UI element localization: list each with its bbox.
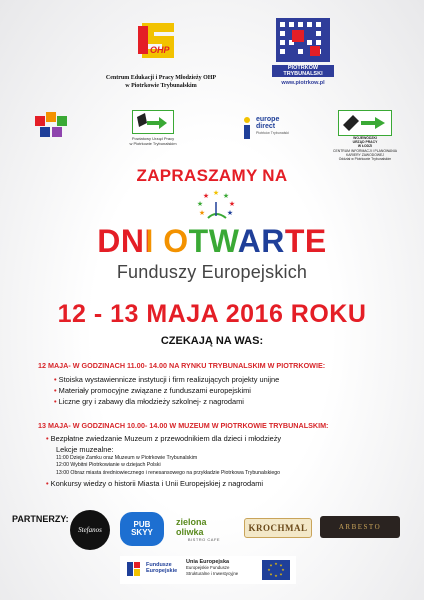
bullet-icon: • (46, 434, 51, 443)
partner-stefanos-text: Stefanos (78, 526, 102, 534)
pup-caption (122, 136, 184, 146)
ohp-caption-line1: Centrum Edukacji i Pracy Młodzieży OHP (105, 75, 217, 81)
wup-line2: URZĄD PRACY (352, 140, 378, 145)
europe-direct-line2: direct (256, 123, 276, 130)
piotrkow-logo (272, 16, 334, 90)
lesson-item: 12:00 Wybitni Piotrkowianie w dziejach Polski (56, 462, 161, 469)
europe-direct-text (256, 116, 306, 137)
svg-text:★: ★ (279, 572, 283, 577)
event-title-text: DNI OTWARTE (97, 223, 327, 259)
stars-wreath-icon (196, 188, 236, 226)
svg-text:★: ★ (198, 209, 206, 217)
europe-direct-line1: europe (256, 116, 280, 123)
svg-text:★: ★ (222, 192, 230, 200)
partner-arbesto-logo (320, 516, 400, 538)
piotrkow-line1: PIOTRKÓW (287, 65, 319, 71)
partners-label: PARTNERZY: (12, 514, 69, 524)
piotrkow-url: www.piotrkow.pl (281, 80, 325, 86)
bullet-icon: • (46, 479, 51, 489)
fe-line1: Fundusze (146, 562, 172, 568)
section1-item-text: Materiały promocyjne związane z funduszami europejskimi (58, 386, 251, 395)
svg-text:★: ★ (202, 192, 210, 200)
pup-line1: Powiatowy Urząd Pracy (131, 136, 175, 141)
partner-arbesto-text: ARBESTO (338, 523, 382, 531)
svg-text:★: ★ (269, 563, 273, 568)
europe-direct-logo (240, 114, 304, 144)
event-subtitle: Funduszy Europejskich (116, 262, 308, 282)
partner-krochmal-text: KROCHMAL (248, 523, 308, 533)
pup-logo (128, 110, 178, 150)
svg-text:★: ★ (274, 574, 278, 578)
partner-oliwka-text: zielona oliwka (176, 516, 207, 537)
bullet-icon: • (54, 386, 59, 395)
partner-stefanos-logo (70, 510, 110, 550)
ohp-logo (134, 20, 182, 62)
svg-text:★: ★ (274, 562, 278, 566)
pup-arrow-icon (133, 111, 173, 133)
list-item (54, 396, 394, 407)
event-title (0, 224, 424, 258)
section1-item-text: Stoiska wystawiennicze instytucji i firm realizujących projekty unijne (58, 375, 280, 384)
wup-caption (332, 136, 398, 161)
section2-list (46, 433, 396, 489)
small-tiles-logo (33, 108, 69, 142)
piotrkow-caption (272, 65, 334, 77)
list-item (46, 478, 396, 489)
svg-text:★: ★ (196, 200, 204, 208)
svg-text:★: ★ (281, 568, 285, 572)
partner-oliwka-sub: BISTRO CAFE (187, 536, 221, 542)
partner-krochmal-logo (244, 518, 312, 538)
bullet-icon: • (54, 375, 59, 384)
headline: ZAPRASZAMY NA (136, 166, 288, 185)
svg-text:★: ★ (212, 189, 220, 197)
ohp-caption (96, 74, 226, 90)
eu-line2: Europejskie Fundusze (186, 565, 230, 571)
piotrkow-grid-icon (272, 16, 334, 64)
tiles-icon (33, 108, 69, 142)
eu-line1: Unia Europejska (186, 559, 230, 565)
section2-item1-text: Bezpłatne zwiedzanie Muzeum z przewodnikiem dla dzieci i młodzieży (50, 434, 282, 443)
section1-heading: 12 MAJA- W GODZINACH 11.00- 14.00 NA RYNKU TRYBUNALSKIM W PIOTRKOWIE: (38, 361, 326, 370)
europe-direct-line3: Piotrków Trybunalski (256, 131, 289, 135)
eu-line3: Strukturalne i Inwestycyjne (186, 570, 239, 576)
wup-line4: CENTRUM INFORMACJI I PLANOWANIA (333, 148, 397, 153)
section1-item-text: Liczne gry i zabawy dla młodzieży szkolnej- z nagrodami (58, 397, 244, 406)
wup-logo (333, 110, 397, 162)
await-heading: CZEKAJĄ NA WAS: (160, 335, 264, 347)
section1-list (54, 374, 394, 407)
svg-text:★: ★ (226, 209, 234, 217)
wup-frame (338, 110, 392, 136)
bullet-icon: • (54, 397, 59, 406)
lesson-item: 11:00 Dzieje Zamku oraz Muzeum w Piotrkowie Trybunalskim (56, 455, 198, 461)
footer-bar (120, 556, 296, 584)
ohp-caption-line2: w Piotrkowie Trybunalskim (125, 83, 197, 89)
svg-text:★: ★ (269, 572, 273, 577)
svg-text:★: ★ (267, 568, 271, 572)
wup-arrow-icon (339, 111, 391, 135)
fundusze-europejskie-icon (126, 560, 142, 578)
eu-stars-emblem (196, 188, 236, 226)
lessons-label: Lekcje muzealne: (56, 445, 114, 454)
partner-skyy-logo (120, 512, 164, 546)
date-line: 12 - 13 MAJA 2016 ROKU (57, 300, 367, 328)
fundusze-europejskie-text (146, 562, 177, 575)
eu-flag-icon (262, 560, 290, 580)
section2-item2-text: Konkursy wiedzy o historii Miasta i Unii Europejskiej z nagrodami (50, 479, 264, 489)
wup-line1: WOJEWÓDZKI (353, 136, 377, 140)
ohp-badge-text: OHP (150, 45, 170, 55)
wup-line5: KARIERY ZAWODOWEJ (346, 152, 384, 157)
pup-frame (132, 110, 174, 134)
wup-line6: Oddział w Piotrkowie Trybunalskim (338, 157, 392, 162)
partner-skyy-text: PUB SKYY (131, 520, 153, 537)
lesson-item: 13:00 Obraz miasta średniowiecznego i renesansowego na przykładzie Piotrkowa Trybunalskiego (56, 469, 281, 476)
wup-line3: W ŁODZI (357, 144, 373, 149)
list-item (54, 385, 394, 396)
pup-line2: w Piotrkowie Trybunalskim (129, 141, 177, 146)
section2-heading: 13 MAJA- W GODZINACH 10.00- 14.00 W MUZEUM W PIOTRKOWIE TRYBUNALSKIM: (38, 421, 329, 430)
list-item (46, 433, 396, 444)
list-item (54, 374, 394, 385)
piotrkow-line2: TRYBUNALSKI (283, 71, 323, 77)
europe-direct-mark-icon (240, 114, 254, 140)
svg-text:★: ★ (279, 563, 283, 568)
ohp-emblem-icon (134, 20, 182, 62)
partner-oliwka-logo (176, 512, 232, 546)
fe-line2: Europejskie (146, 568, 178, 575)
eu-text (186, 560, 238, 576)
svg-text:★: ★ (228, 200, 236, 208)
